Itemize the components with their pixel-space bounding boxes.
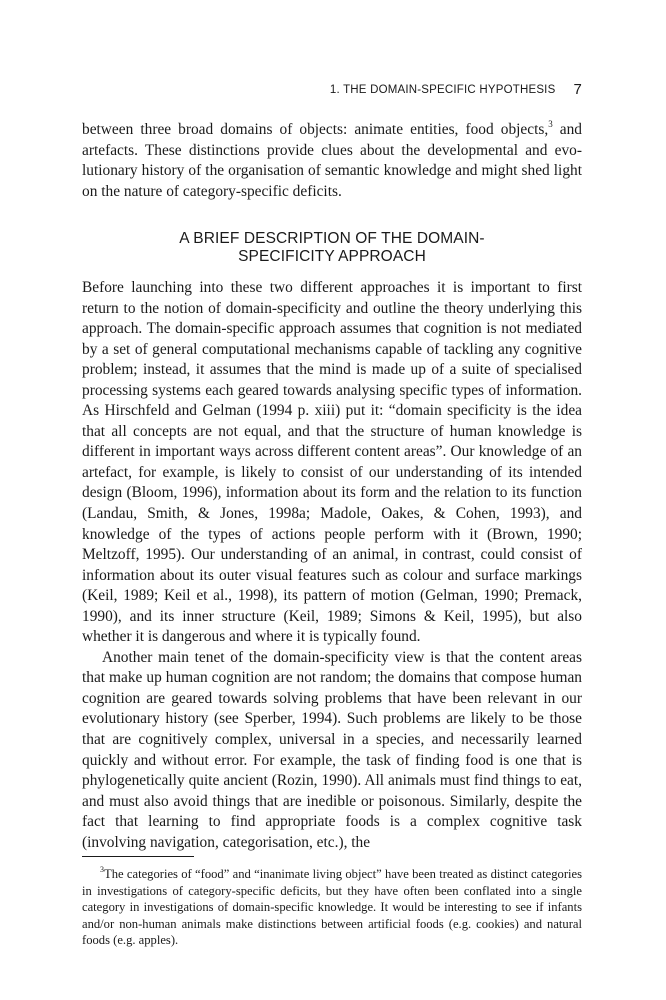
footnote-text: The categories of “food” and “inanimate living object” have been treated as distinct categories in investigations of category-specific deficits, but they have often been conflated into a single category in investigations of domain-specific knowledge. It would be interesting to see if infants and/or non-human animals make distinctions between artificial foods (e.g. cookies) and natural foods (e.g. apples). xyxy=(82,867,582,947)
section-heading xyxy=(82,230,582,265)
page-number: 7 xyxy=(573,81,582,98)
footnote-marker: 3 xyxy=(100,864,104,874)
footnote-reference: 3 xyxy=(548,118,553,129)
section-heading-line-1: A BRIEF DESCRIPTION OF THE DOMAIN- xyxy=(179,230,485,247)
intro-text-b: and artefacts. These distinctions provide clues about the developmental and evolutionary history of the organisation of semantic knowledge and might shed light on the nature of category-specific deficits. xyxy=(82,121,582,200)
body-paragraph-2: Another main tenet of the domain-specificity view is that the content areas that make up human cognition are not random; the domains that compose human cognition are geared towards solving problems that have been relevant in our evolutionary history (see Sperber, 1994). Such problems are likely to be those that are cognitively complex, universal in a species, and necessarily learned quickly and without error. For example, the task of finding food is one that is phylogenetically quite ancient (Rozin, 1990). All animals must find things to eat, and must also avoid things that are inedible or poisonous. Similarly, despite the fact that learning to find appropriate foods is a complex cognitive task (involving navigation, categorisation, etc.), the xyxy=(82,648,582,851)
intro-text-a: between three broad domains of objects: animate entities, food objects, xyxy=(82,121,549,138)
chapter-title: 1. THE DOMAIN-SPECIFIC HYPOTHESIS xyxy=(329,84,556,96)
section-heading-line-2: SPECIFICITY APPROACH xyxy=(238,247,426,265)
footnote-divider xyxy=(82,856,194,857)
section-body xyxy=(82,278,582,853)
body-paragraph-1: Before launching into these two different approaches it is important to first return to the notion of domain-specificity and outline the theory underlying this approach. The domain-specific approach assumes that cognition is not mediated by a set of general computational mechanisms capable of tackling any cognitive problem; instead, it assumes that the mind is made up of a suite of specialised processing systems each geared towards analysing specific types of information. As Hirschfeld and Gelman (1994 p. xiii) put it: “domain specificity is the idea that all concepts are not equal, and that the structure of human knowledge is different in important ways across different content areas”. Our knowledge of an artefact, for example, is likely to consist of our understanding of its intended design (Bloom, 1996), information about its form and the relation to its function (Landau, Smith, & Jones, 1998a; Madole, Oakes, & Cohen, 1993), and knowledge of the types of actions people perform with it (Brown, 1990; Meltzoff, 1995). Our understanding of an animal, in contrast, could consist of information about its outer visual features such as colour and surface markings (Keil, 1989; Keil et al., 1998), its pattern of motion (Gelman, 1990; Premack, 1990), and its inner structure (Keil, 1989; Simons & Keil, 1995), but also whether it is dangerous and where it is typically found. xyxy=(82,279,582,646)
running-head xyxy=(0,80,582,97)
intro-paragraph xyxy=(82,120,582,202)
footnote xyxy=(82,866,582,949)
